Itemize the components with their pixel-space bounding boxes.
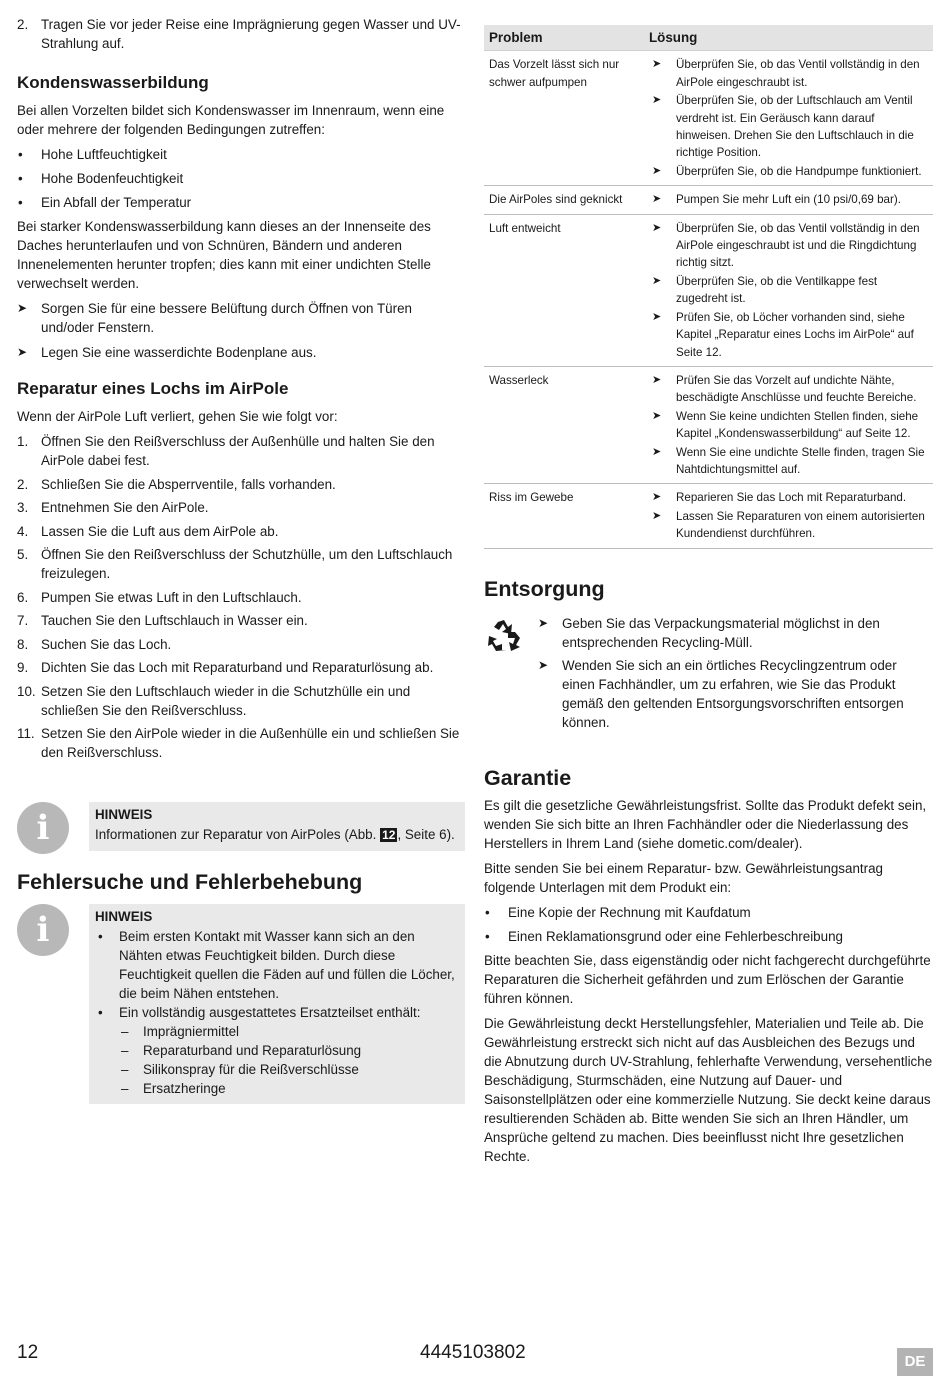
problem-cell: Die AirPoles sind geknickt xyxy=(484,186,644,214)
solution-list xyxy=(650,220,928,361)
arrow-icon: ➤ xyxy=(652,58,662,71)
arrow-icon: ➤ xyxy=(652,491,662,504)
action-item xyxy=(17,299,465,337)
solution-list xyxy=(650,372,928,478)
right-column xyxy=(484,25,933,1172)
hint-subitem: – Silikonspray für die Reißverschlüsse xyxy=(95,1060,459,1079)
step-number: 7. xyxy=(17,613,29,628)
solution-item xyxy=(650,309,928,361)
solution-list xyxy=(650,56,928,180)
step-number: 9. xyxy=(17,660,29,675)
condensation-intro: Bei allen Vorzelten bildet sich Kondenswasser im Innenraum, wenn eine oder mehrere der folgenden Bedingungen zutreffen: xyxy=(17,103,445,137)
warranty-paragraph: Die Gewährleistung deckt Herstellungsfehler, Materialien und Teile ab. Die Gewährleistung erstreckt sich nicht auf das Ausbleichen des Bezugs und die Abnutzung durch UV-Strahlung, fehlerhafte Verwendung, versehentliche Beschädigung, Sturmschäden, eine Nutzung auf Dauer- und Saisonstellplätzen oder eine kommerzielle Nutzung. Sie deckt keine daraus resultierenden Schäden ab. Bitte wenden Sie sich an Ihren Händler, um Ansprüche geltend zu machen. Dies beeinflusst nicht Ihre gesetzlichen Rechte. xyxy=(484,1015,933,1164)
step-number: 11. xyxy=(17,726,35,741)
solution-text: Überprüfen Sie, ob das Ventil vollständig in den AirPole eingeschraubt ist und die Ringdichtung richtig sitzt. xyxy=(676,221,920,270)
step-text: Entnehmen Sie den AirPole. xyxy=(41,500,209,515)
problem-cell: Wasserleck xyxy=(484,366,644,483)
arrow-icon: ➤ xyxy=(17,345,28,359)
arrow-icon: ➤ xyxy=(652,373,662,386)
table-row xyxy=(484,186,933,214)
continued-list xyxy=(17,15,465,53)
action-text: Geben Sie das Verpackungsmaterial möglichst in den entsprechenden Recycling-Müll. xyxy=(562,615,880,650)
section-heading-condensation: Kondenswasserbildung xyxy=(17,73,209,92)
step-number: 8. xyxy=(17,636,29,652)
solution-item xyxy=(650,489,928,506)
hint-title: HINWEIS xyxy=(95,807,153,822)
step-text: Öffnen Sie den Reißverschluss der Außenhülle und halten Sie den AirPole dabei fest. xyxy=(41,434,435,468)
page-number: 12 xyxy=(17,1342,39,1363)
table-row xyxy=(484,484,933,548)
solution-cell xyxy=(644,186,933,214)
step-number: 5. xyxy=(17,547,29,562)
list-item: • Einen Reklamationsgrund oder eine Fehlerbeschreibung xyxy=(484,927,933,946)
solution-item xyxy=(650,163,928,180)
solution-cell xyxy=(644,214,933,366)
step-text: Setzen Sie den AirPole wieder in die Außenhülle ein und schließen Sie den Reißverschluss. xyxy=(41,726,460,760)
solution-item xyxy=(650,220,928,272)
step-text: Dichten Sie das Loch mit Reparaturband und Reparaturlösung ab. xyxy=(41,660,434,675)
arrow-icon: ➤ xyxy=(652,274,662,287)
hint-box-troubleshooting xyxy=(17,904,465,1104)
solution-text: Prüfen Sie das Vorzelt auf undichte Nähte, beschädigte Anschlüsse und feuchte Bereiche. xyxy=(676,373,917,405)
hint-text-end: , Seite 6). xyxy=(397,827,455,842)
hint-box-repair xyxy=(17,802,465,854)
list-item: • Hohe Luftfeuchtigkeit xyxy=(17,145,465,164)
repair-step xyxy=(17,475,465,494)
repair-step xyxy=(17,498,465,517)
repair-step xyxy=(17,545,465,583)
solution-cell xyxy=(644,51,933,186)
step-number: 6. xyxy=(17,589,29,605)
arrow-icon: ➤ xyxy=(538,615,549,630)
condensation-bullets xyxy=(17,145,465,212)
step-number: 1. xyxy=(17,434,29,449)
step-number: 3. xyxy=(17,500,29,515)
repair-steps xyxy=(17,432,465,762)
solution-list xyxy=(650,191,928,208)
list-item: • Ein Abfall der Temperatur xyxy=(17,193,465,212)
arrow-icon: ➤ xyxy=(652,409,662,422)
list-item: • Hohe Bodenfeuchtigkeit xyxy=(17,169,465,188)
solution-item xyxy=(650,56,928,91)
solution-item xyxy=(650,444,928,479)
column-header-problem: Problem xyxy=(484,25,644,51)
warranty-paragraph: Es gilt die gesetzliche Gewährleistungsfrist. Sollte das Produkt defekt sein, wenden Sie sich bitte an Ihren Fachhändler oder die Niederlassung des Herstellers in Ihrem Land (siehe dometic.com/dealer). xyxy=(484,797,927,851)
arrow-icon: ➤ xyxy=(652,310,662,323)
solution-item xyxy=(650,191,928,208)
list-text: Tragen Sie vor jeder Reise eine Imprägnierung gegen Wasser und UV-Strahlung auf. xyxy=(41,17,461,51)
hint-bullet: • Ein vollständig ausgestattetes Ersatzteilset enthält: xyxy=(95,1003,459,1022)
repair-step xyxy=(17,682,465,720)
document-number: 4445103802 xyxy=(420,1342,526,1363)
arrow-icon: ➤ xyxy=(652,445,662,458)
condensation-actions xyxy=(17,299,465,362)
action-text: Wenden Sie sich an ein örtliches Recyclingzentrum oder einen Fachhändler, um zu erfahren, wie Sie das Produkt gemäß den geltenden Entsorgungsvorschriften entsorgen können. xyxy=(562,657,904,730)
solution-cell xyxy=(644,484,933,548)
repair-intro: Wenn der AirPole Luft verliert, gehen Sie wie folgt vor: xyxy=(17,409,338,424)
solution-text: Überprüfen Sie, ob das Ventil vollständig in den AirPole eingeschraubt ist. xyxy=(676,58,920,89)
hint-list xyxy=(95,927,459,1098)
disposal-list xyxy=(538,614,933,736)
step-text: Tauchen Sie den Luftschlauch in Wasser ein. xyxy=(41,613,308,628)
arrow-icon: ➤ xyxy=(652,94,662,107)
section-heading-repair: Reparatur eines Lochs im AirPole xyxy=(17,379,289,398)
repair-step xyxy=(17,724,465,762)
hint-subitem: – Imprägniermittel xyxy=(95,1022,459,1041)
solution-item xyxy=(650,273,928,308)
hint-bullet: • Beim ersten Kontakt mit Wasser kann sich an den Nähten etwas Feuchtigkeit bilden. Durch diese Feuchtigkeit quellen die Fäden auf und füllen die Löcher, die beim Nähen entstehen. xyxy=(95,927,459,1003)
arrow-icon: ➤ xyxy=(538,657,549,672)
solution-text: Überprüfen Sie, ob die Handpumpe funktioniert. xyxy=(676,164,922,178)
list-item: • Eine Kopie der Rechnung mit Kaufdatum xyxy=(484,903,933,922)
step-number: 2. xyxy=(17,476,29,492)
info-icon: i xyxy=(17,802,69,854)
hint-title: HINWEIS xyxy=(95,909,153,924)
repair-step xyxy=(17,611,465,630)
solution-text: Überprüfen Sie, ob die Ventilkappe fest zugedreht ist. xyxy=(676,274,878,306)
hint-content xyxy=(89,802,465,851)
list-item xyxy=(17,15,465,53)
solution-text: Wenn Sie keine undichten Stellen finden, siehe Kapitel „Kondenswasserbildung“ auf Seite 12. xyxy=(676,409,919,441)
repair-step xyxy=(17,522,465,541)
figure-badge: 12 xyxy=(382,828,396,842)
action-item xyxy=(538,614,933,652)
solution-text: Lassen Sie Reparaturen von einem autorisierten Kundendienst durchführen. xyxy=(676,509,925,541)
repair-step xyxy=(17,658,465,677)
step-text: Pumpen Sie etwas Luft in den Luftschlauch. xyxy=(41,589,302,605)
solution-item xyxy=(650,508,928,543)
problem-cell: Luft entweicht xyxy=(484,214,644,366)
repair-step xyxy=(17,635,465,654)
list-number: 2. xyxy=(17,17,29,32)
hint-content xyxy=(89,904,465,1104)
warranty-paragraph: Bitte senden Sie bei einem Reparatur- bzw. Gewährleistungsantrag folgende Unterlagen mit dem Produkt ein: xyxy=(484,860,883,895)
recycle-icon xyxy=(484,616,524,656)
table-row xyxy=(484,214,933,366)
repair-step xyxy=(17,432,465,470)
step-text: Öffnen Sie den Reißverschluss der Schutzhülle, um den Luftschlauch freizulegen. xyxy=(41,547,453,581)
solution-item xyxy=(650,92,928,162)
condensation-paragraph: Bei starker Kondenswasserbildung kann dieses an der Innenseite des Daches herunterlaufen und von Schnüren, Bändern und anderen Innenelementen herunter tropfen; dies kann mit einer undichten Stelle verwechselt werden. xyxy=(17,219,431,291)
arrow-icon: ➤ xyxy=(17,301,28,315)
solution-text: Pumpen Sie mehr Luft ein (10 psi/0,69 bar). xyxy=(676,193,901,207)
solution-item xyxy=(650,372,928,407)
warranty-paragraph: Bitte beachten Sie, dass eigenständig oder nicht fachgerecht durchgeführte Reparaturen die Sicherheit gefährden und zum Erlöschen der Garantie führen können. xyxy=(484,952,931,1006)
arrow-icon: ➤ xyxy=(652,221,662,234)
troubleshooting-table xyxy=(484,25,933,549)
table-row xyxy=(484,366,933,483)
action-text: Legen Sie eine wasserdichte Bodenplane aus. xyxy=(41,345,317,360)
table-body xyxy=(484,51,933,548)
repair-step xyxy=(17,588,465,607)
solution-text: Reparieren Sie das Loch mit Reparaturband. xyxy=(676,491,907,505)
step-number: 4. xyxy=(17,523,29,539)
section-heading-warranty: Garantie xyxy=(484,765,572,790)
arrow-icon: ➤ xyxy=(652,164,662,177)
arrow-icon: ➤ xyxy=(652,509,662,522)
section-heading-troubleshooting: Fehlersuche und Fehlerbehebung xyxy=(17,870,363,894)
action-item xyxy=(538,656,933,732)
action-item xyxy=(17,343,465,362)
solution-text: Prüfen Sie, ob Löcher vorhanden sind, siehe Kapitel „Reparatur eines Lochs im AirPole“ auf Seite 12. xyxy=(676,310,914,359)
solution-item xyxy=(650,408,928,443)
info-icon: i xyxy=(17,904,69,956)
hint-subitem: – Reparaturband und Reparaturlösung xyxy=(95,1041,459,1060)
arrow-icon: ➤ xyxy=(652,193,662,206)
hint-text-start: Informationen zur Reparatur von AirPoles (Abb. xyxy=(95,827,381,842)
table-row xyxy=(484,51,933,186)
solution-text: Wenn Sie eine undichte Stelle finden, tragen Sie Nahtdichtungsmittel auf. xyxy=(676,445,925,476)
problem-cell: Riss im Gewebe xyxy=(484,484,644,548)
column-header-solution: Lösung xyxy=(644,25,933,51)
solution-list xyxy=(650,489,928,542)
step-text: Suchen Sie das Loch. xyxy=(41,636,172,652)
language-badge: DE xyxy=(897,1348,933,1376)
section-heading-disposal: Entsorgung xyxy=(484,576,605,601)
hint-subitem: – Ersatzheringe xyxy=(95,1079,459,1098)
solution-cell xyxy=(644,366,933,483)
problem-cell: Das Vorzelt lässt sich nur schwer aufpumpen xyxy=(484,51,644,186)
left-column xyxy=(17,15,465,1104)
step-text: Setzen Sie den Luftschlauch wieder in die Schutzhülle ein und schließen Sie den Reißverschluss. xyxy=(41,683,411,718)
table-header-row xyxy=(484,25,933,51)
action-text: Sorgen Sie für eine bessere Belüftung durch Öffnen von Türen und/oder Fenstern. xyxy=(41,301,412,335)
hint-text xyxy=(95,825,459,845)
disposal-block xyxy=(484,614,933,736)
step-text: Lassen Sie die Luft aus dem AirPole ab. xyxy=(41,523,279,539)
step-number: 10. xyxy=(17,683,36,699)
warranty-bullets xyxy=(484,903,933,946)
step-text: Schließen Sie die Absperrventile, falls vorhanden. xyxy=(41,476,336,492)
solution-text: Überprüfen Sie, ob der Luftschlauch am Ventil verdreht ist. Ein Geräusch kann darauf hinweisen. Drehen Sie den Luftschlauch in die richtige Position. xyxy=(676,94,914,160)
